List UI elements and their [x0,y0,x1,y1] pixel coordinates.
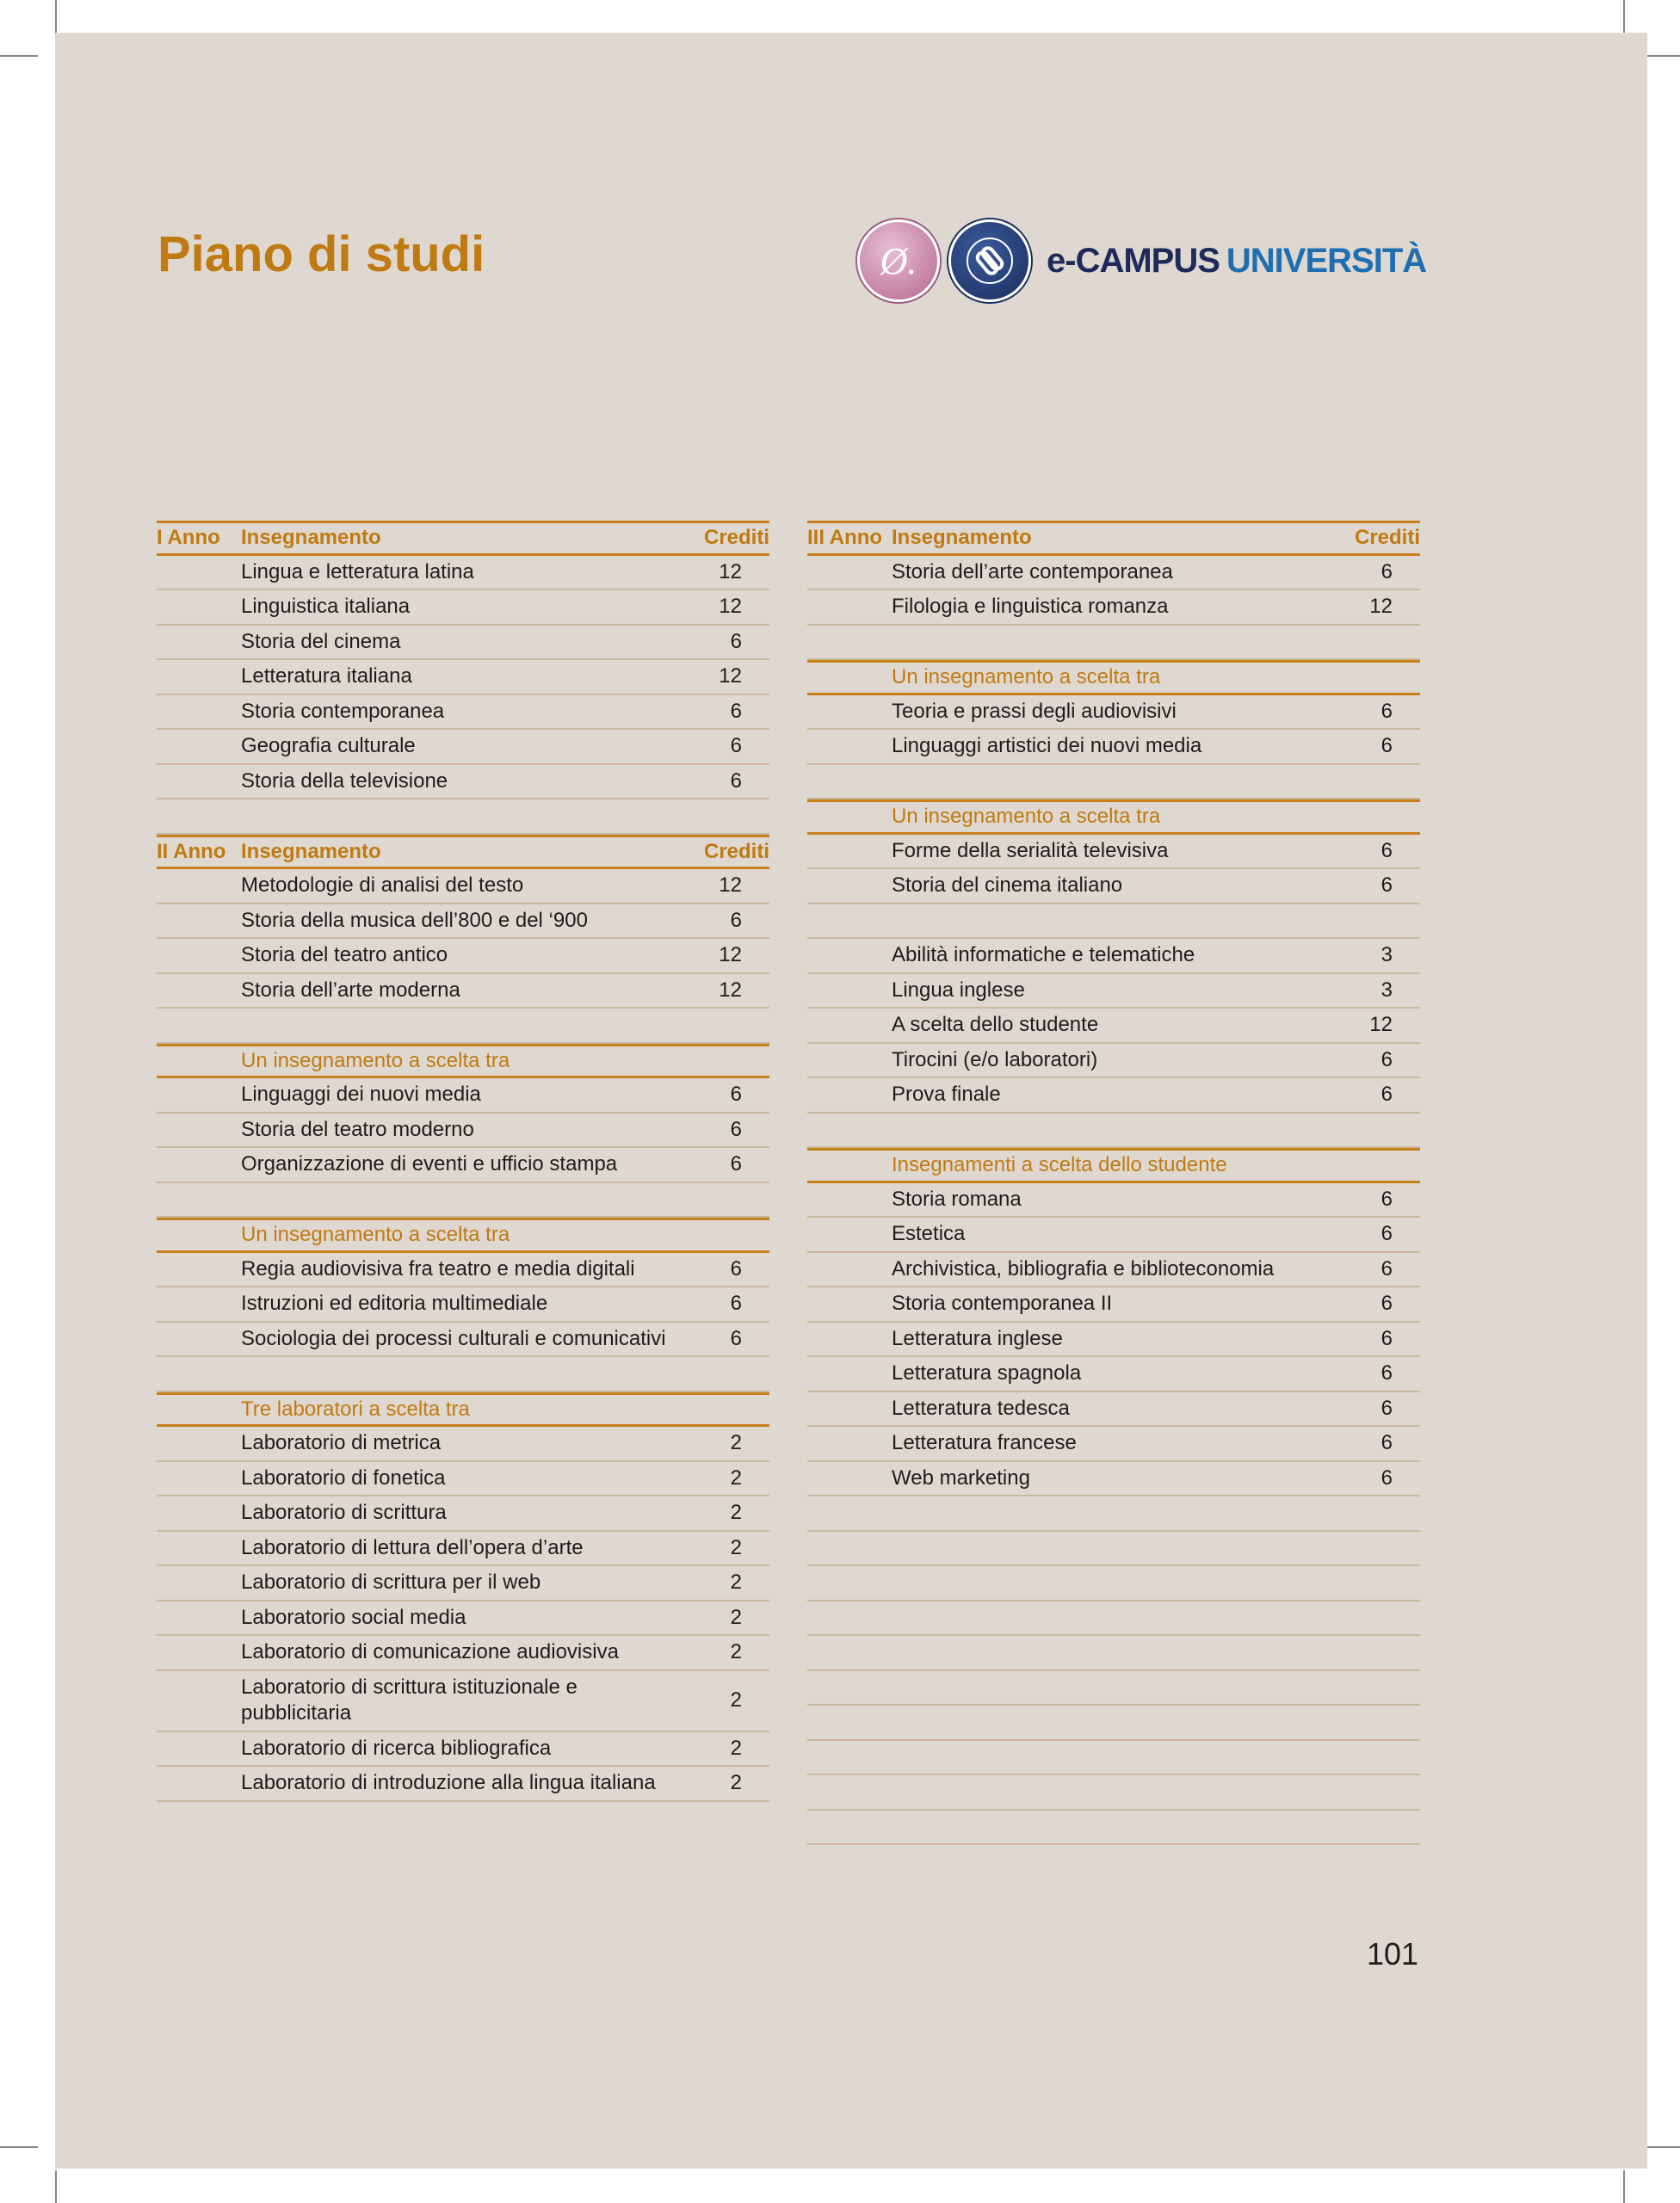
course-name-cell: Letteratura inglese [892,1326,1063,1350]
course-row [807,974,1420,1009]
course-name-cell: Regia audiovisiva fra teatro e media digitali [241,1256,635,1280]
table-header-row [807,521,1420,556]
credits-cell: 12 [1369,595,1393,619]
course-row [157,1287,769,1323]
course-row [807,556,1420,591]
crop-mark [1623,0,1625,33]
credits-cell: 6 [1380,1083,1393,1107]
course-name-cell: Letteratura italiana [241,664,412,688]
crop-mark [55,0,57,33]
credits-cell: 6 [730,1326,742,1350]
blank-row [807,1566,1420,1601]
year-cell: II Anno [157,839,226,863]
section-heading-row [157,1218,769,1253]
paperclip-icon [964,235,1016,287]
blank-row [807,1741,1420,1776]
course-row [157,1566,769,1601]
course-name-cell: Storia del cinema italiano [892,873,1123,898]
credits-cell: 2 [730,1570,742,1595]
course-row [157,1253,769,1288]
credits-cell: 12 [719,873,742,898]
credits-cell: 6 [1380,1047,1393,1071]
credits-cell: 6 [730,1083,742,1107]
course-row [157,1601,769,1637]
course-name-cell: Un insegnamento a scelta tra [241,1048,510,1072]
course-name-cell: Laboratorio di ricerca bibliografica [241,1736,552,1760]
course-name-cell: Letteratura francese [892,1431,1077,1455]
course-name-cell: Metodologie di analisi del testo [241,873,524,898]
course-row [807,1357,1420,1392]
course-name-cell: Insegnamento [241,526,381,550]
credits-cell: 6 [1380,734,1393,758]
credits-cell: 12 [1369,1013,1393,1037]
blank-row [807,1811,1420,1846]
credits-cell: 3 [1380,978,1393,1002]
course-row [807,1427,1420,1462]
credits-cell: 6 [1380,1187,1393,1211]
course-name-cell: Un insegnamento a scelta tra [892,805,1161,829]
course-row [157,904,769,940]
course-name-cell: Abilità informatiche e telematiche [892,943,1195,967]
credits-cell: 12 [719,595,742,619]
course-row [807,1044,1420,1079]
credits-cell: 6 [1380,1222,1393,1246]
crop-mark [0,2146,38,2148]
credits-cell: 2 [730,1605,742,1629]
credits-cell: 2 [730,1535,742,1559]
credits-cell: 6 [1380,559,1393,583]
credits-cell: 2 [730,1736,742,1760]
course-row [157,1496,769,1532]
credits-cell: Crediti [703,839,769,863]
page-number: 101 [1367,1936,1419,1972]
course-name-cell: Archivistica, bibliografia e biblioteconomia [892,1256,1275,1280]
course-name-cell: Lingua e letteratura latina [241,559,474,583]
course-name-cell: Tre laboratori a scelta tra [241,1397,470,1421]
blank-row [807,1671,1420,1706]
course-row [807,1009,1420,1044]
blank-row [807,626,1420,661]
blank-row [157,799,769,835]
course-row [157,1427,769,1462]
credits-cell: 2 [730,1688,742,1712]
course-name-cell: Linguistica italiana [241,595,411,619]
seal-monogram: Ø. [880,239,917,282]
course-name-cell: Laboratorio di introduzione alla lingua italiana [241,1771,656,1795]
course-row [157,939,769,974]
credits-cell: 2 [730,1640,742,1664]
course-name-cell: Web marketing [892,1466,1030,1490]
credits-cell: 2 [730,1501,742,1525]
course-name-cell: A scelta dello studente [892,1013,1099,1037]
course-row [807,1462,1420,1497]
course-name-cell: Teoria e prassi degli audiovisivi [892,699,1177,723]
course-name-cell: Insegnamento [892,526,1032,550]
course-name-cell: Laboratorio di scrittura istituzionale e pubblicitaria [241,1675,578,1725]
course-name-cell: Storia dell’arte contemporanea [892,559,1173,583]
section-heading-row [157,1392,769,1428]
course-row [157,660,769,695]
study-plan-right-column [807,521,1420,1845]
course-name-cell: Storia romana [892,1187,1022,1211]
credits-cell: 6 [730,1256,742,1280]
course-name-cell: Filologia e linguistica romanza [892,595,1169,619]
course-name-cell: Insegnamento [241,839,381,863]
year-cell: III Anno [807,526,883,550]
course-row [157,556,769,591]
credits-cell: 6 [730,629,742,653]
course-row [157,869,769,904]
credits-cell: 6 [730,768,742,793]
course-name-cell: Letteratura spagnola [892,1361,1082,1385]
year-cell: I Anno [157,526,220,550]
blank-row [807,1532,1420,1567]
course-row [157,1114,769,1149]
course-name-cell: Organizzazione di eventi e ufficio stampa [241,1152,618,1176]
credits-cell: 6 [1380,1256,1393,1280]
course-row [157,626,769,661]
course-name-cell: Laboratorio di lettura dell’opera d’arte [241,1535,584,1559]
course-name-cell: Tirocini (e/o laboratori) [892,1047,1098,1071]
course-name-cell: Storia dell’arte moderna [241,978,460,1002]
course-name-cell: Laboratorio social media [241,1605,466,1629]
credits-cell: 12 [719,559,742,583]
course-name-cell: Sociologia dei processi culturali e comunicativi [241,1326,666,1350]
course-name-cell: Prova finale [892,1083,1001,1107]
course-row [807,1183,1420,1219]
credits-cell: 12 [719,943,742,967]
course-name-cell: Un insegnamento a scelta tra [892,665,1161,689]
course-row [157,1532,769,1567]
blank-row [807,1636,1420,1671]
course-name-cell: Geografia culturale [241,734,416,758]
credits-cell: 12 [719,978,742,1002]
page-title: Piano di studi [158,226,485,282]
credits-cell: Crediti [703,526,769,550]
credits-cell: 6 [730,1152,742,1176]
blank-row [807,765,1420,800]
course-name-cell: Laboratorio di scrittura per il web [241,1570,541,1595]
course-row [157,974,769,1009]
credits-cell: 6 [730,1117,742,1141]
course-row [807,590,1420,626]
course-row [157,695,769,731]
course-name-cell: Estetica [892,1222,966,1246]
blank-row [807,1114,1420,1149]
section-heading-row [157,1044,769,1079]
course-row [157,590,769,626]
blank-row [157,1009,769,1044]
course-name-cell: Linguaggi artistici dei nuovi media [892,734,1202,758]
course-row [157,1462,769,1497]
course-name-cell: Insegnamenti a scelta dello studente [892,1153,1227,1177]
course-row [807,1287,1420,1323]
course-row [157,1323,769,1358]
course-row [807,1253,1420,1288]
credits-cell: 6 [1380,1396,1393,1420]
course-name-cell: Storia della musica dell’800 e del ‘900 [241,908,588,932]
course-row [157,1732,769,1768]
course-name-cell: Storia della televisione [241,768,448,793]
course-row [807,939,1420,974]
course-row [157,1767,769,1802]
credits-cell: 6 [1380,838,1393,862]
credits-cell: 6 [1380,1292,1393,1316]
course-name-cell: Istruzioni ed editoria multimediale [241,1292,548,1316]
credits-cell: 6 [730,699,742,723]
course-name-cell: Laboratorio di scrittura [241,1501,447,1525]
credits-cell: Crediti [1354,526,1420,550]
credits-cell: 2 [730,1771,742,1795]
brand-ecampus: e-CAMPUS [1047,241,1220,280]
credits-cell: 2 [730,1466,742,1490]
course-name-cell: Laboratorio di metrica [241,1431,442,1455]
credits-cell: 6 [1380,699,1393,723]
course-row [807,835,1420,870]
course-row [807,1078,1420,1114]
course-row [807,695,1420,731]
credits-cell: 6 [730,1292,742,1316]
course-name-cell: Forme della serialità televisiva [892,838,1169,862]
course-name-cell: Storia contemporanea II [892,1292,1113,1316]
blank-row [157,1183,769,1219]
crop-mark [1623,2170,1625,2203]
course-name-cell: Un insegnamento a scelta tra [241,1223,510,1247]
credits-cell: 6 [1380,873,1393,898]
course-name-cell: Storia del teatro antico [241,943,448,967]
course-name-cell: Letteratura tedesca [892,1396,1070,1420]
section-heading-row [807,1148,1420,1183]
course-name-cell: Storia contemporanea [241,699,445,723]
credits-cell: 6 [1380,1326,1393,1350]
course-row [807,1323,1420,1358]
course-row [157,730,769,765]
university-seal-logo [857,219,940,302]
course-name-cell: Laboratorio di fonetica [241,1466,446,1490]
blank-row [807,904,1420,940]
table-header-row [157,521,769,556]
brand-wordmark [1047,242,1426,281]
course-name-cell: Laboratorio di comunicazione audiovisiva [241,1640,619,1664]
study-plan-left-column [157,521,769,1802]
brand-universita: UNIVERSITÀ [1226,241,1427,280]
credits-cell: 6 [1380,1361,1393,1385]
course-name-cell: Linguaggi dei nuovi media [241,1083,481,1107]
section-heading-row [807,799,1420,835]
crop-mark [1642,2146,1680,2148]
crop-mark [1642,55,1680,57]
ecampus-emblem-logo [948,219,1031,302]
course-row [807,1218,1420,1253]
course-name-cell: Storia del teatro moderno [241,1117,474,1141]
course-row [157,1671,769,1732]
section-heading-row [807,660,1420,695]
credits-cell: 3 [1380,943,1393,967]
logo-group [857,217,1426,305]
blank-row [807,1496,1420,1532]
credits-cell: 6 [730,734,742,758]
course-row [157,765,769,800]
blank-row [807,1601,1420,1637]
course-row [157,1078,769,1114]
credits-cell: 6 [730,908,742,932]
blank-row [157,1357,769,1392]
course-name-cell: Lingua inglese [892,978,1025,1002]
blank-row [807,1775,1420,1811]
credits-cell: 6 [1380,1466,1393,1490]
course-row [157,1636,769,1671]
credits-cell: 2 [730,1431,742,1455]
crop-mark [0,55,38,57]
table-header-row [157,835,769,870]
credits-cell: 12 [719,664,742,688]
credits-cell: 6 [1380,1431,1393,1455]
course-name-cell: Storia del cinema [241,629,401,653]
course-row [807,869,1420,904]
blank-row [807,1706,1420,1741]
course-row [807,1392,1420,1428]
course-row [807,730,1420,765]
course-row [157,1148,769,1183]
crop-mark [55,2170,57,2203]
